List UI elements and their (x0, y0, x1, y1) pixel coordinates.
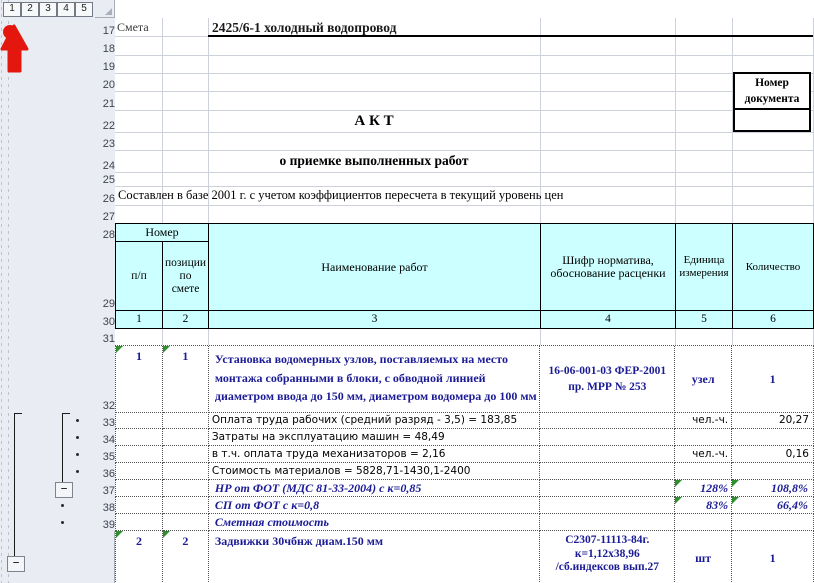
detail-row-36 (115, 463, 814, 480)
row-header-37[interactable]: 37 (95, 480, 119, 499)
detail-cell[interactable] (163, 514, 209, 531)
row-header-31[interactable]: 31 (95, 328, 119, 347)
detail-unit-cell[interactable]: 128% (675, 480, 732, 497)
detail-unit-cell[interactable] (675, 463, 732, 480)
detail-text-cell[interactable]: Оплата труда рабочих (средний разряд - 3,5) = 183,85 (209, 412, 541, 429)
detail-qty-cell[interactable] (732, 514, 814, 531)
header-cell-unit[interactable]: Единица измерения (676, 224, 733, 311)
item1-code-cell[interactable]: 16-06-001-03 ФЕР-2001 пр. МРР № 253 (540, 346, 675, 413)
detail-cell[interactable] (116, 429, 163, 446)
detail-text-cell[interactable]: в т.ч. оплата труда механизаторов = 2,16 (209, 446, 541, 463)
outline-level-2-button[interactable]: 2 (21, 2, 39, 17)
error-indicator-triangle (116, 531, 123, 538)
detail-cell[interactable] (116, 463, 163, 480)
red-arrow-annotation-icon (0, 20, 34, 78)
header-index-2[interactable]: 2 (163, 311, 209, 329)
outline-level-5-button[interactable]: 5 (75, 2, 93, 17)
detail-cell[interactable] (540, 480, 675, 497)
row-header-34[interactable]: 34 (95, 429, 119, 448)
detail-qty-cell[interactable]: 108,8% (732, 480, 814, 497)
detail-cell[interactable] (116, 497, 163, 514)
row-header-28[interactable]: 28 (95, 223, 119, 243)
item2-unit-cell[interactable]: шт (675, 531, 732, 583)
outline-bracket-inner (62, 413, 63, 482)
error-indicator-triangle (732, 480, 739, 487)
row-header-23[interactable]: 23 (95, 132, 119, 152)
outline-detail-dot (76, 453, 79, 456)
cell-sheet-label[interactable]: Смета (117, 20, 149, 34)
item2-pos-cell[interactable]: 2 (163, 531, 209, 583)
detail-cell[interactable] (540, 514, 675, 531)
error-indicator-triangle (116, 346, 123, 353)
detail-qty-cell[interactable] (732, 429, 814, 446)
detail-text-cell[interactable]: СП от ФОТ с к=0,8 (209, 497, 541, 514)
outline-detail-dot (76, 470, 79, 473)
detail-cell[interactable] (116, 514, 163, 531)
row-header-35[interactable]: 35 (95, 446, 119, 465)
header-cell-position[interactable]: позиции по смете (163, 242, 209, 311)
row-header-32[interactable]: 32 (95, 345, 119, 414)
detail-cell[interactable] (163, 429, 209, 446)
outline-bracket-outer (14, 413, 15, 556)
detail-qty-cell[interactable]: 0,16 (732, 446, 814, 463)
header-cell-item-no[interactable]: п/п (116, 242, 163, 311)
outline-pane (0, 0, 95, 583)
row-header-18[interactable]: 18 (95, 37, 119, 57)
detail-text-cell[interactable]: Затраты на эксплуатацию машин = 48,49 (209, 429, 541, 446)
outline-bracket-inner-tick (62, 413, 70, 414)
item1-name-cell[interactable]: Установка водомерных узлов, поставляемых на место монтажа собранными в блоки, с обводной линией диаметром ввода до 150 мм, диаметром водомера до 100 мм (209, 346, 541, 413)
header-index-4[interactable]: 4 (541, 311, 676, 329)
outline-detail-dot (61, 521, 64, 524)
row-header-19[interactable]: 19 (95, 55, 119, 75)
work-table-header (115, 223, 814, 329)
row-header-26[interactable]: 26 (95, 186, 119, 207)
outline-detail-dot (76, 419, 79, 422)
sheet-grid (115, 0, 814, 583)
cell-act-subtitle[interactable]: о приемке выполненных работ (279, 153, 469, 168)
outline-collapse-button-outer[interactable]: − (7, 556, 25, 572)
item2-qty-cell[interactable]: 1 (732, 531, 814, 583)
row-header-22[interactable]: 22 (95, 110, 119, 134)
detail-unit-cell[interactable] (675, 514, 732, 531)
header-index-1[interactable]: 1 (116, 311, 163, 329)
detail-qty-cell[interactable]: 66,4% (732, 497, 814, 514)
detail-cell[interactable] (540, 446, 675, 463)
pane-dashed-line (1, 0, 2, 583)
detail-cell[interactable] (163, 497, 209, 514)
estimate-underline (208, 35, 813, 37)
row-header-27[interactable]: 27 (95, 205, 119, 225)
cell-act-title[interactable]: А К Т (354, 112, 394, 129)
cell-estimate-number[interactable]: 2425/6-1 холодный водопровод (212, 19, 397, 35)
header-index-3[interactable]: 3 (209, 311, 541, 329)
detail-unit-cell[interactable]: чел.-ч. (675, 446, 732, 463)
outline-collapse-button-inner[interactable]: − (55, 482, 73, 498)
item1-unit-cell[interactable]: узел (675, 346, 732, 413)
item2-name-cell[interactable]: Задвижки 30чбнж диам.150 мм (209, 531, 541, 583)
detail-row-37 (115, 480, 814, 497)
row-header-20[interactable]: 20 (95, 73, 119, 93)
error-indicator-triangle (675, 497, 682, 504)
row-header-21[interactable]: 21 (95, 91, 119, 112)
detail-cell[interactable] (163, 480, 209, 497)
detail-cell[interactable] (116, 446, 163, 463)
detail-qty-cell[interactable] (732, 463, 814, 480)
select-all-triangle-icon (105, 8, 112, 15)
detail-cell[interactable] (540, 463, 675, 480)
detail-text-cell[interactable]: НР от ФОТ (МДС 81-33-2004) с к=0,85 (209, 480, 541, 497)
item2-no-cell[interactable]: 2 (116, 531, 163, 583)
detail-cell[interactable] (116, 412, 163, 429)
row-header-30[interactable]: 30 (95, 310, 119, 330)
header-cell-number-group[interactable]: Номер (116, 224, 209, 242)
row-header-39[interactable]: 39 (95, 514, 119, 533)
row-header-17[interactable]: 17 (95, 18, 119, 39)
cell-doc-number-label[interactable]: Номер документа (733, 72, 811, 110)
item2-code-cell[interactable]: С2307-11113-84г. к=1,12х38,96 /сб.индексов вып.27 (540, 531, 675, 583)
pane-dashed-line (8, 0, 9, 583)
outline-bracket-outer-tick (14, 413, 22, 414)
detail-row-35 (115, 446, 814, 463)
item1-qty-cell[interactable]: 1 (732, 346, 814, 413)
detail-row-34 (115, 429, 814, 446)
row-header-29[interactable]: 29 (95, 241, 119, 312)
detail-cell[interactable] (540, 497, 675, 514)
header-cell-work-name[interactable]: Наименование работ (209, 224, 541, 311)
detail-cell[interactable] (540, 429, 675, 446)
item-row-2 (115, 531, 814, 583)
detail-unit-cell[interactable]: 83% (675, 497, 732, 514)
detail-row-38 (115, 497, 814, 514)
error-indicator-triangle (163, 346, 170, 353)
item1-pos-cell[interactable]: 1 (163, 346, 209, 413)
outline-level-4-button[interactable]: 4 (57, 2, 75, 17)
outline-level-1-button[interactable]: 1 (3, 2, 21, 17)
detail-cell[interactable] (163, 412, 209, 429)
row-header-clipped (95, 531, 115, 583)
row-header-38[interactable]: 38 (95, 497, 119, 516)
cell-doc-number-value[interactable] (733, 108, 811, 132)
item-row-1 (115, 345, 814, 413)
item1-no-cell[interactable]: 1 (116, 346, 163, 413)
outline-detail-dot (76, 436, 79, 439)
error-indicator-triangle (163, 531, 170, 538)
outline-level-3-button[interactable]: 3 (39, 2, 57, 17)
row-header-36[interactable]: 36 (95, 463, 119, 482)
header-index-5[interactable]: 5 (676, 311, 733, 329)
row-header-33[interactable]: 33 (95, 412, 119, 431)
header-cell-quantity[interactable]: Количество (733, 224, 814, 311)
detail-text-cell[interactable]: Стоимость материалов = 5828,71-1430,1-2400 (209, 463, 541, 480)
detail-cell[interactable] (163, 446, 209, 463)
row-header-25[interactable]: 25 (95, 172, 119, 188)
detail-unit-cell[interactable]: чел.-ч. (675, 412, 732, 429)
detail-cell[interactable] (163, 463, 209, 480)
detail-row-33 (115, 412, 814, 429)
detail-text-cell[interactable]: Сметная стоимость (209, 514, 541, 531)
error-indicator-triangle (732, 497, 739, 504)
detail-row-39 (115, 514, 814, 531)
error-indicator-triangle (675, 480, 682, 487)
header-index-6[interactable]: 6 (733, 311, 814, 329)
detail-cell[interactable] (540, 412, 675, 429)
detail-cell[interactable] (116, 480, 163, 497)
outline-detail-dot (61, 504, 64, 507)
detail-unit-cell[interactable] (675, 429, 732, 446)
header-cell-norm-code[interactable]: Шифр норматива, обоснование расценки (541, 224, 676, 311)
row-header-24[interactable]: 24 (95, 150, 119, 174)
detail-qty-cell[interactable]: 20,27 (732, 412, 814, 429)
select-all-corner[interactable] (95, 0, 115, 18)
cell-base-note[interactable]: Составлен в базе 2001 г. с учетом коэффициентов пересчета в текущий уровень цен (118, 188, 564, 202)
